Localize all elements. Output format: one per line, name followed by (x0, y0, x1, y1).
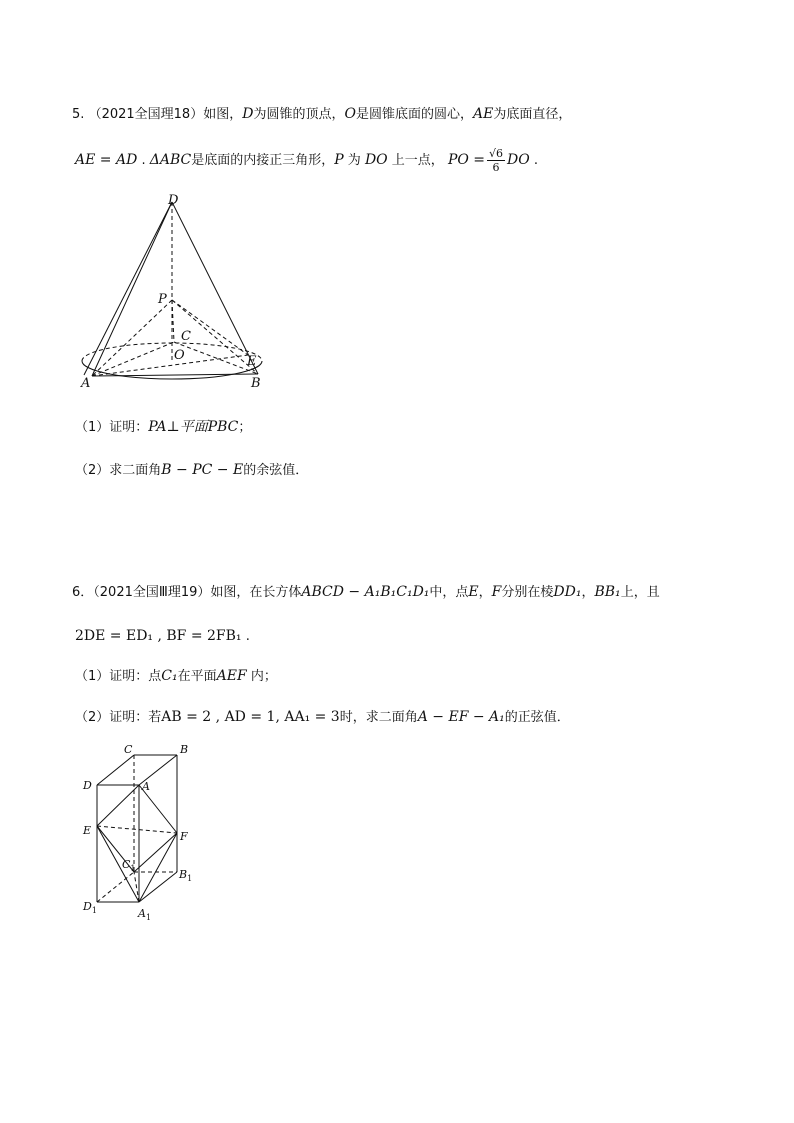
label-D: D (168, 193, 179, 208)
label-F: F (180, 830, 188, 843)
box-figure (80, 740, 210, 925)
q6-number: 6． (72, 585, 94, 600)
label-A: A (81, 376, 91, 391)
label-E: E (83, 824, 92, 837)
label-C1: $C_1$ (122, 858, 136, 873)
label-B1: $B_1$ (179, 868, 193, 883)
q6-part-2: （2）证明：若AB = 2 , AD = 1, AA₁ = 3时，求二面角A − EF − A₁的正弦值． (75, 709, 570, 725)
label-A1: $A_1$ (138, 907, 152, 922)
cone-figure (70, 190, 310, 400)
q5-part-1: （1）证明：PA⊥平面PBC； (75, 419, 252, 435)
label-D1: $D_1$ (83, 900, 97, 915)
label-C: C (124, 743, 133, 756)
label-A: A (142, 780, 150, 793)
q5-source: （2021全国理18） (88, 107, 204, 122)
q5-fraction: $\frac{√6}{6}$ (489, 147, 504, 174)
label-O: O (174, 348, 185, 363)
q5-part-2: （2）求二面角B − PC − E的余弦值． (75, 462, 309, 478)
label-E: E (247, 354, 257, 369)
label-B: B (251, 376, 261, 391)
q6-line-1: 6．（2021全国Ⅲ理19）如图，在长方体ABCD − A₁B₁C₁D₁中，点E，F分别在棱DD₁，BB₁上，且 (72, 584, 660, 600)
q6-line-2: 2DE = ED₁ , BF = 2FB₁ . (75, 628, 250, 644)
q5-number: 5 (72, 107, 81, 122)
q6-source: （2021全国Ⅲ理19） (93, 585, 211, 600)
label-C: C (181, 329, 191, 344)
label-B: B (180, 743, 189, 756)
q6-part-1: （1）证明：点C₁在平面AEF 内； (75, 668, 277, 684)
q5-condition: AE = AD (75, 152, 138, 168)
q5-line-1: 5. （2021全国理18）如图，D为圆锥的顶点，O是圆锥底面的圆心，AE为底面直径， (72, 106, 572, 122)
q5-line-2: AE = AD . ΔABC是底面的内接正三角形，P 为 DO 上一点， PO = $\frac{√6}{6}$ DO . (75, 147, 539, 174)
label-P: P (158, 292, 167, 307)
label-D: D (83, 779, 92, 792)
